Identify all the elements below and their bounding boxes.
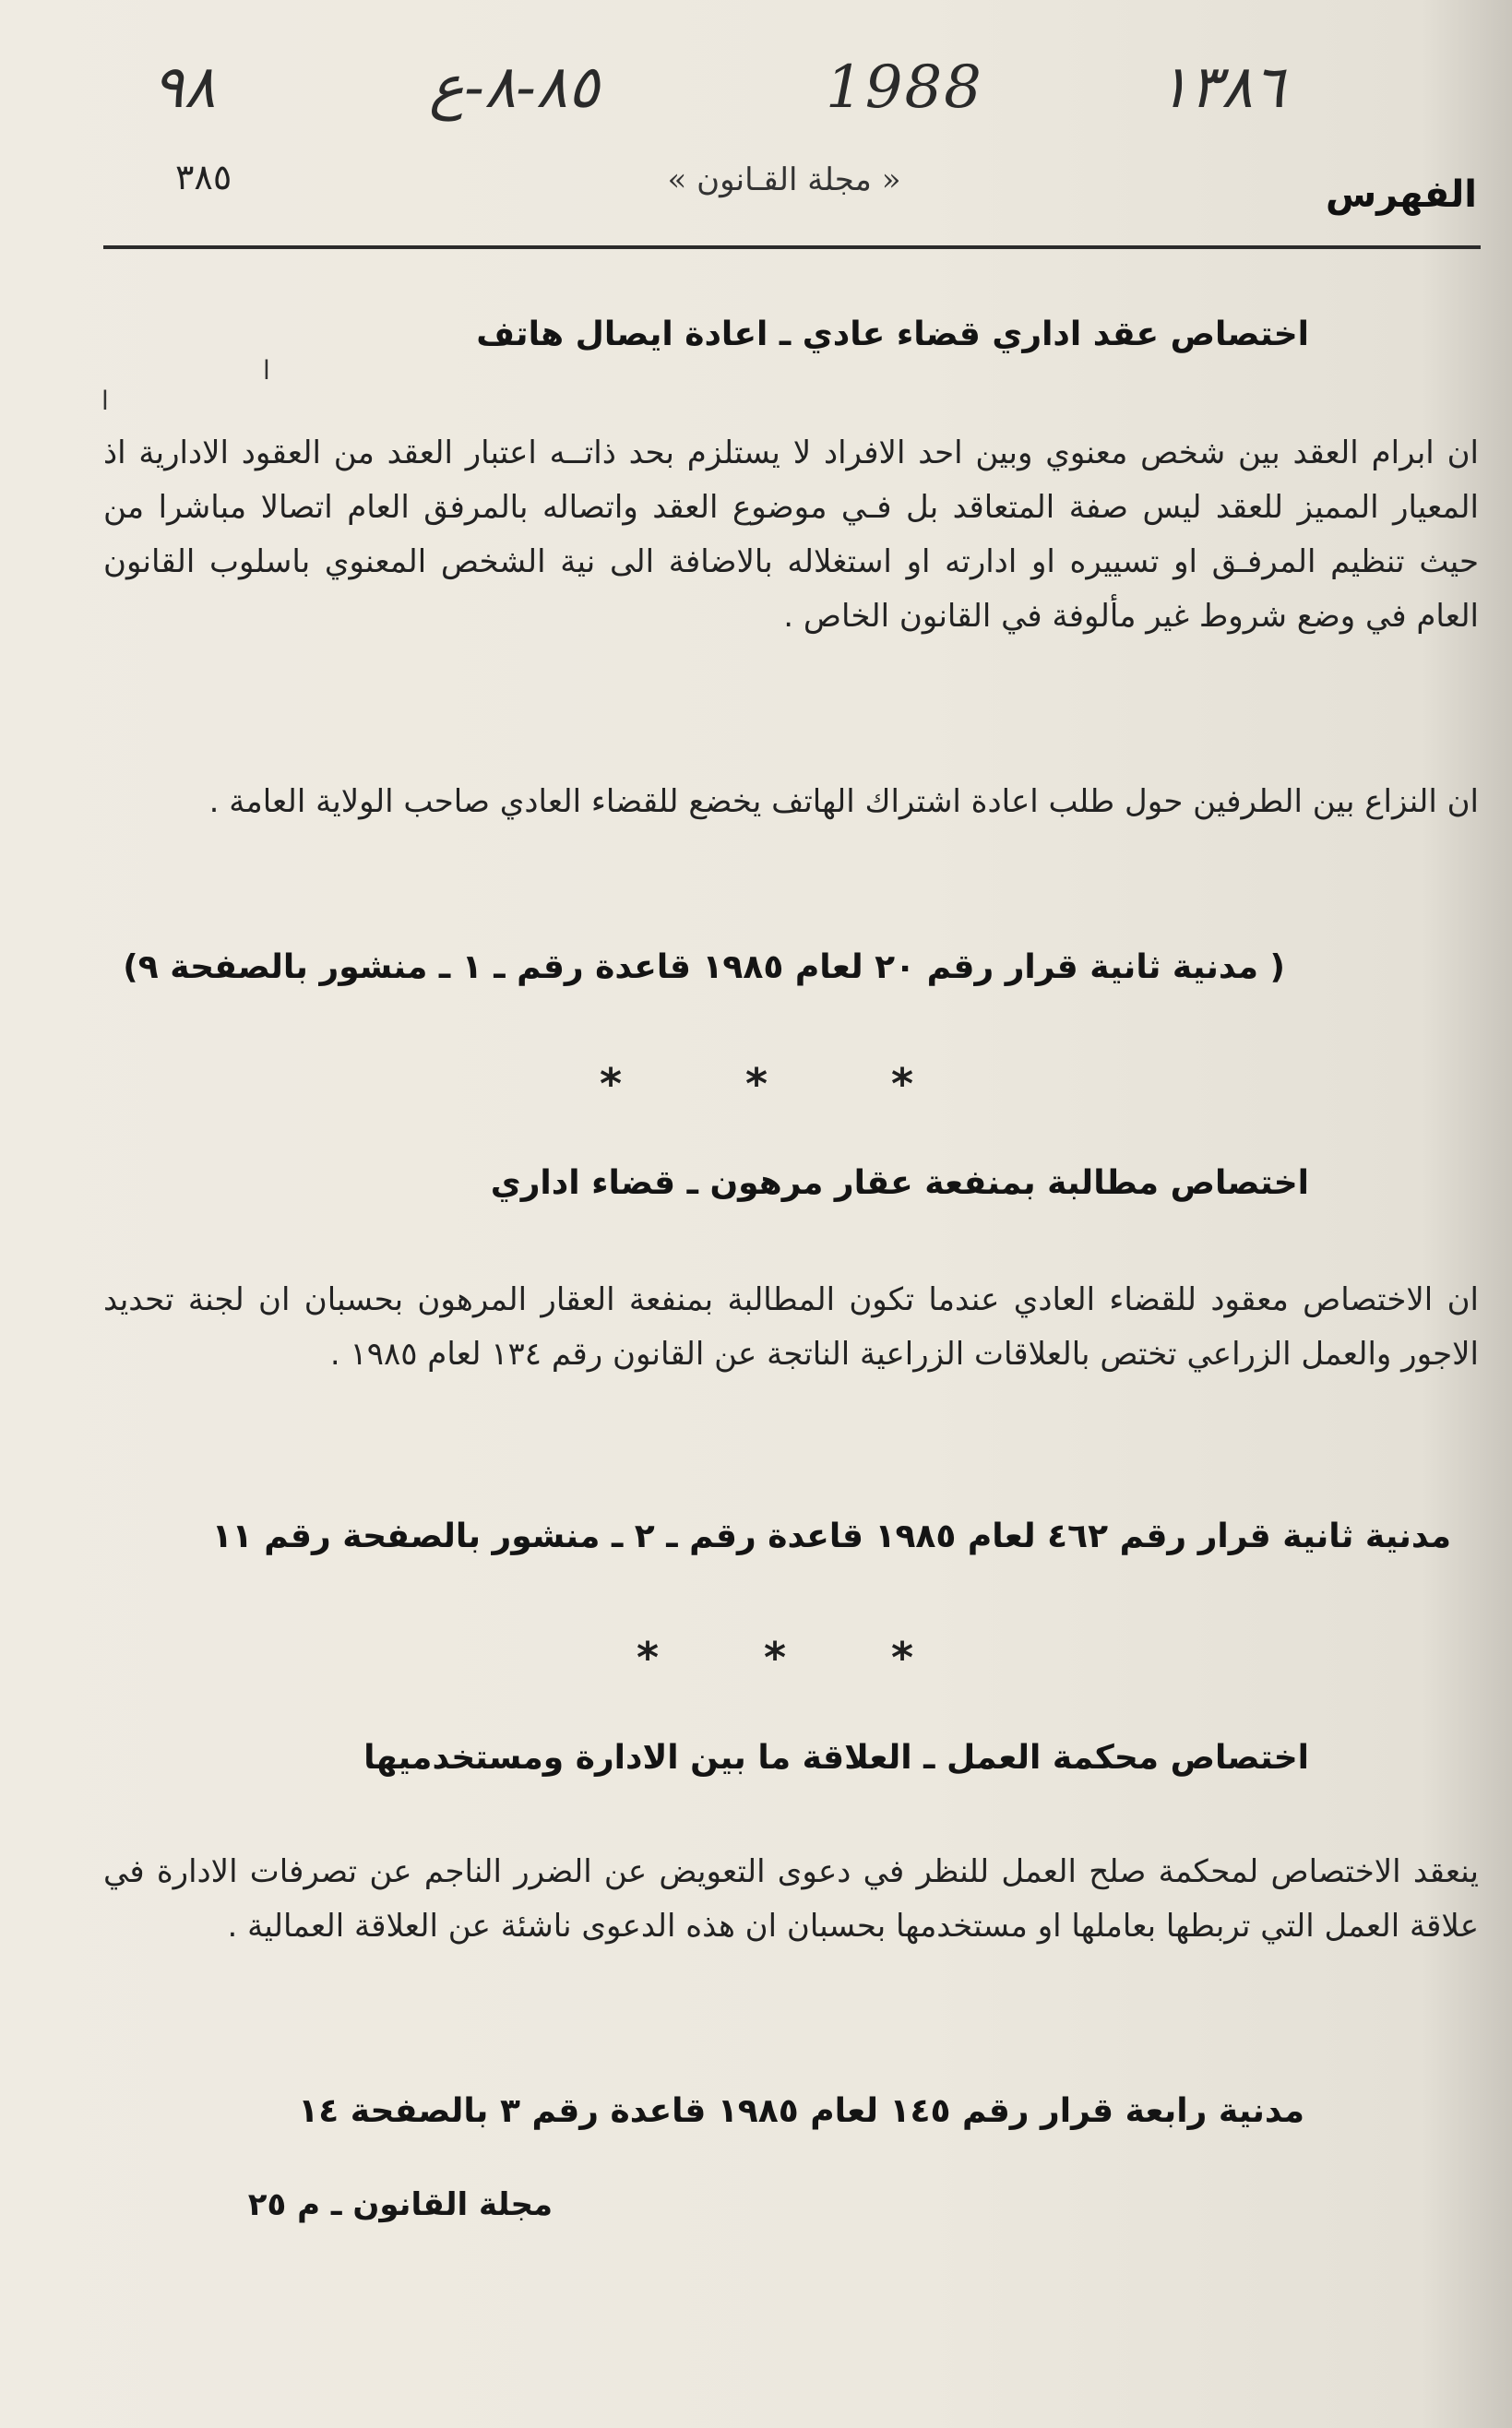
entry-citation: مدنية ثانية قرار رقم ٤٦٢ لعام ١٩٨٥ قاعدة رقم ـ ٢ ـ منشور بالصفحة رقم ١١ <box>211 1518 1451 1555</box>
star-icon: * <box>600 1059 623 1109</box>
page-number: ٣٨٥ <box>175 157 232 197</box>
star-icon: * <box>744 1059 768 1109</box>
star-icon: * <box>890 1633 913 1683</box>
section-label: الفهرس <box>1325 173 1477 216</box>
entry-paragraph: ان ابرام العقد بين شخص معنوي وبين احد الافراد لا يستلزم بحد ذاتــه اعتبار العقد من العقود الادارية اذ المعيار المميز للعقد ليس صفة المتعاقد بل فـي موضوع العقد واتصاله بالمرفق العام اتصالا مباشرا من حيث تنظيم المرفـق او تسييره او ادارته او استغلاله بالاضافة الى نية الشخص المعنوي باسلوب القانون العام في وضع شروط غير مألوفة في القانون الخاص . <box>103 434 1479 635</box>
entry-citation: مدنية رابعة قرار رقم ١٤٥ لعام ١٩٨٥ قاعدة رقم ٣ بالصفحة ١٤ <box>298 2092 1304 2130</box>
margin-mark: ا <box>263 355 270 386</box>
entry-paragraph: ان النزاع بين الطرفين حول طلب اعادة اشتراك الهاتف يخضع للقضاء العادي صاحب الولاية العامة . <box>208 783 1479 820</box>
handwritten-note: ٨٥-٨-ع <box>429 54 600 122</box>
entry-title: اختصاص مطالبة بمنفعة عقار مرهون ـ قضاء اداري <box>490 1164 1309 1202</box>
separator-stars <box>637 1633 913 1683</box>
star-icon: * <box>763 1633 787 1683</box>
page-footer: مجلة القانون ـ م ٢٥ <box>247 2186 553 2223</box>
entry-paragraph: ان الاختصاص معقود للقضاء العادي عندما تكون المطالبة بمنفعة العقار المرهون بحسبان ان لجنة تحديد الاجور والعمل الزراعي تختص بالعلاقات الزراعية الناتجة عن القانون رقم ١٣٤ لعام ١٩٨٥ . <box>103 1281 1479 1373</box>
handwritten-note: ١٣٨٦ <box>1158 54 1285 122</box>
entry-paragraph: ينعقد الاختصاص لمحكمة صلح العمل للنظر في دعوى التعويض عن الضرر الناجم عن تصرفات الادارة في علاقة العمل التي تربطها بعاملها او مستخدمها بحسبان ان هذه الدعوى ناشئة عن العلاقة العمالية . <box>103 1853 1479 1945</box>
entry-title: اختصاص عقد اداري قضاء عادي ـ اعادة ايصال هاتف <box>476 315 1309 353</box>
margin-mark: ا <box>101 386 109 416</box>
entry-citation: ( مدنية ثانية قرار رقم ٢٠ لعام ١٩٨٥ قاعدة رقم ـ ١ ـ منشور بالصفحة ٩) <box>123 948 1285 986</box>
star-icon: * <box>637 1633 660 1683</box>
star-icon: * <box>890 1059 913 1109</box>
separator-stars <box>600 1059 913 1109</box>
entry-title: اختصاص محكمة العمل ـ العلاقة ما بين الادارة ومستخدميها <box>363 1739 1309 1777</box>
journal-title: « مجلة القـانون » <box>667 161 901 198</box>
handwritten-note: ٩٨ <box>152 54 216 122</box>
handwritten-note: 1988 <box>826 54 983 122</box>
header-rule <box>103 245 1481 249</box>
